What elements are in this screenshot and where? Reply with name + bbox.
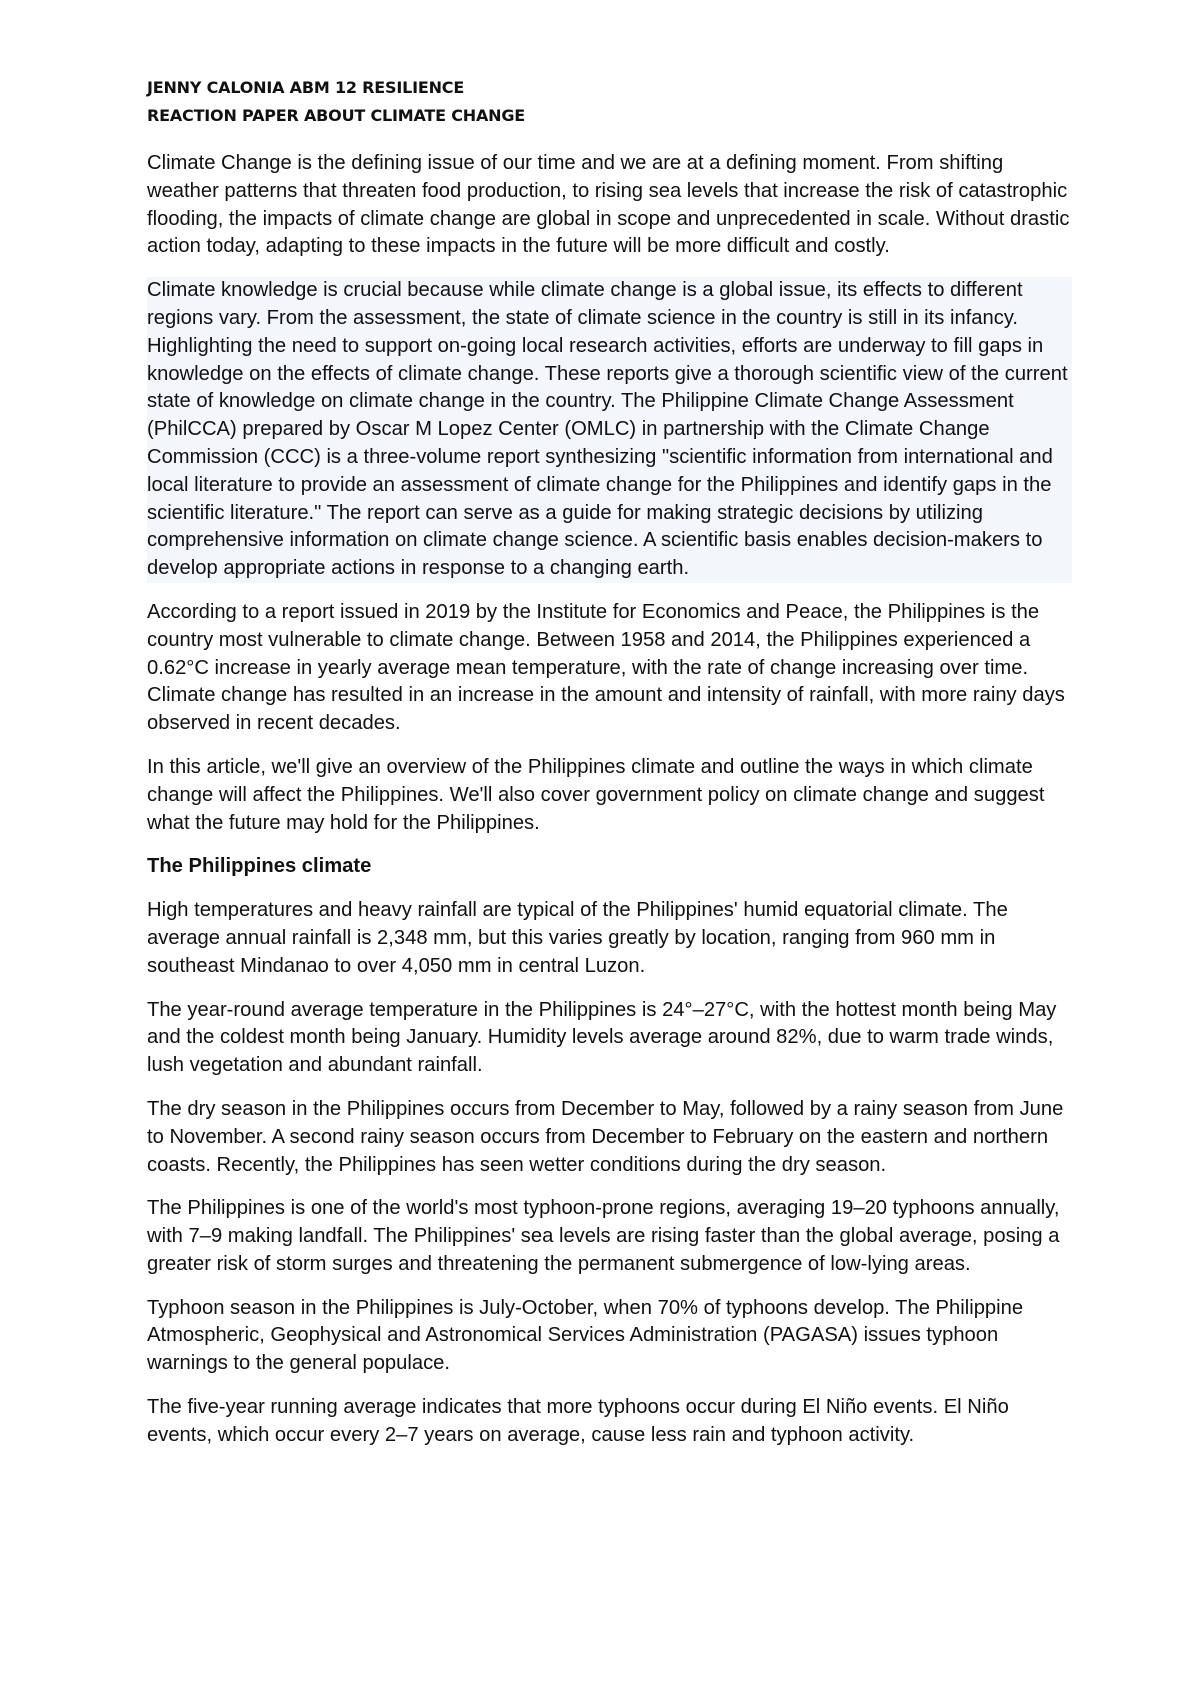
document-body <box>147 74 1072 1466</box>
paragraph-intro: Climate Change is the defining issue of our time and we are at a defining moment. From shifting weather patterns that threaten food production, to rising sea levels that increase the risk of catastrophic flooding, the impacts of climate change are global in scope and unprecedented in scale. Without drastic action today, adapting to these impacts in the future will be more difficult and costly. <box>147 152 1070 258</box>
paragraph-climate-knowledge: Climate knowledge is crucial because while climate change is a global issue, its effects to different regions vary. From the assessment, the state of climate science in the country is still in its infancy. Highlighting the need to support on-going local research activities, efforts are underway to fill gaps in knowledge on the effects of climate change. These reports give a thorough scientific view of the current state of knowledge on climate change in the country. The Philippine Climate Change Assessment (PhilCCA) prepared by Oscar M Lopez Center (OMLC) in partnership with the Climate Change Commission (CCC) is a three-volume report synthesizing "scientific information from international and local literature to provide an assessment of climate change for the Philippines and identify gaps in the scientific literature." The report can serve as a guide for making strategic decisions by utilizing comprehensive information on climate change science. A scientific basis enables decision-makers to develop appropriate actions in response to a changing earth. <box>147 277 1072 583</box>
paragraph-vulnerability: According to a report issued in 2019 by the Institute for Economics and Peace, the Philippines is the country most vulnerable to climate change. Between 1958 and 2014, the Philippines experienced a 0.62°C increase in yearly average mean temperature, with the rate of change increasing over time. Climate change has resulted in an increase in the amount and intensity of rainfall, with more rainy days observed in recent decades. <box>147 600 1065 735</box>
paragraph-typhoon-season: Typhoon season in the Philippines is July-October, when 70% of typhoons develop. The Philippine Atmospheric, Geophysical and Astronomical Services Administration (PAGASA) issues typhoon warnings to the general populace. <box>147 1296 1024 1375</box>
paper-title: REACTION PAPER ABOUT CLIMATE CHANGE <box>147 106 525 125</box>
author-line: JENNY CALONIA ABM 12 RESILIENCE <box>147 78 465 97</box>
paragraph-el-nino: The five-year running average indicates that more typhoons occur during El Niño events. El Niño events, which occur every 2–7 years on average, cause less rain and typhoon activity. <box>147 1396 1009 1446</box>
paragraph-rainfall: High temperatures and heavy rainfall are typical of the Philippines' humid equatorial climate. The average annual rainfall is 2,348 mm, but this varies greatly by location, ranging from 960 mm in southeast Mindanao to over 4,050 mm in central Luzon. <box>147 899 1008 977</box>
section-heading-philippines-climate: The Philippines climate <box>147 855 372 878</box>
paragraph-temperature: The year-round average temperature in the Philippines is 24°–27°C, with the hottest month being May and the coldest month being January. Humidity levels average around 82%, due to warm trade winds, lush vegetation and abundant rainfall. <box>147 998 1057 1077</box>
paragraph-typhoon-regions: The Philippines is one of the world's most typhoon-prone regions, averaging 19–20 typhoons annually, with 7–9 making landfall. The Philippines' sea levels are rising faster than the global average, posing a greater risk of storm surges and threatening the permanent submergence of low-lying areas. <box>147 1197 1060 1275</box>
paragraph-seasons: The dry season in the Philippines occurs from December to May, followed by a rainy season from June to November. A second rainy season occurs from December to February on the eastern and northern coasts. Recently, the Philippines has seen wetter conditions during the dry season. <box>147 1097 1064 1176</box>
paragraph-article-overview: In this article, we'll give an overview of the Philippines climate and outline the ways in which climate change will affect the Philippines. We'll also cover government policy on climate change and suggest what the future may hold for the Philippines. <box>147 755 1045 834</box>
